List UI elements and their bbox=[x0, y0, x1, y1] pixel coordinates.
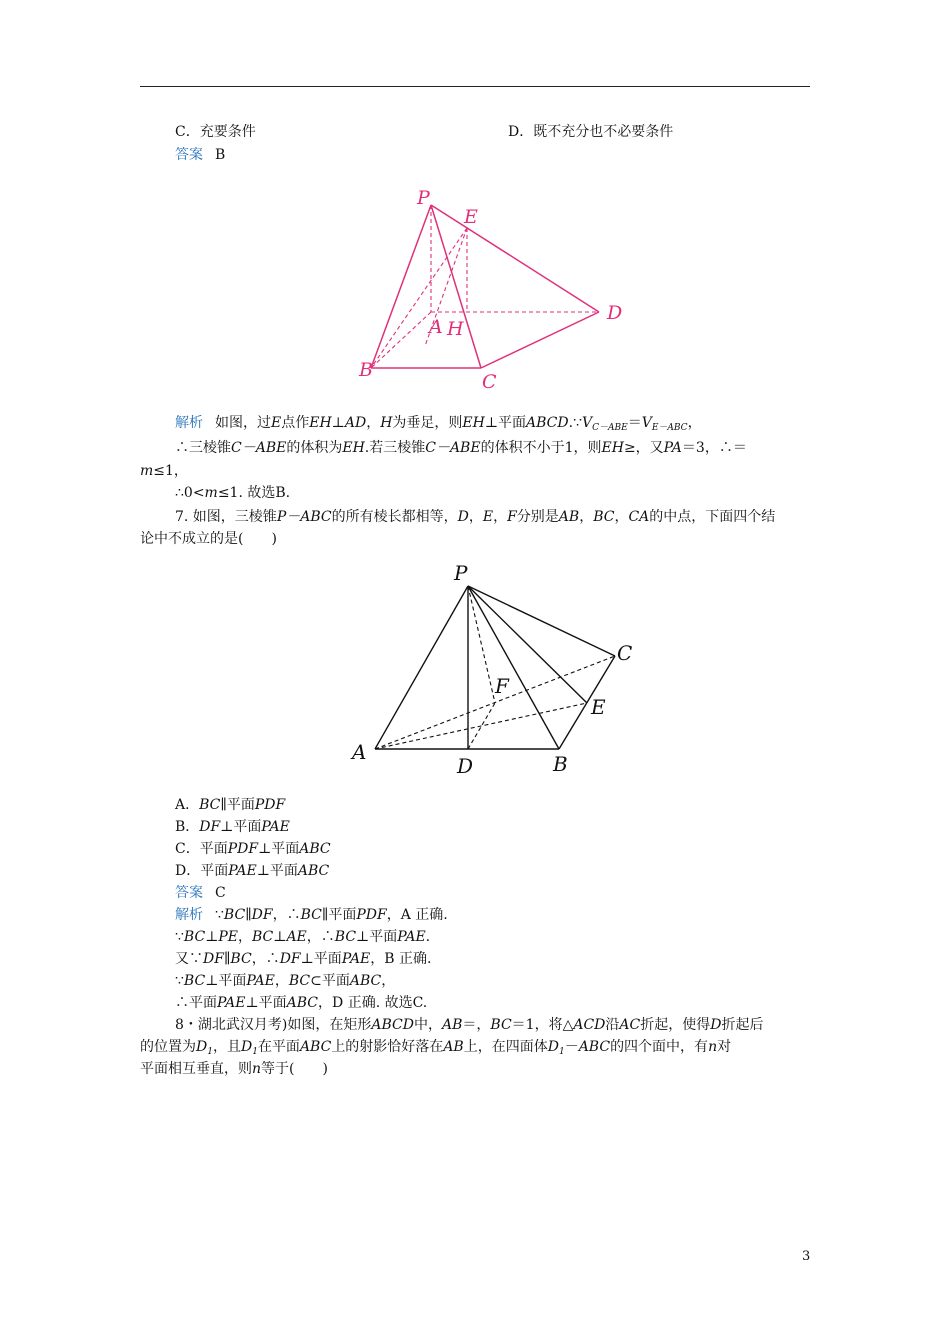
solution-label: 解析 bbox=[175, 907, 203, 923]
q6-solution-line-3 bbox=[140, 461, 188, 481]
text: C．平面 bbox=[175, 841, 228, 857]
q7-option-b bbox=[175, 817, 290, 837]
text: 折起后 bbox=[721, 1017, 764, 1033]
text: ， bbox=[274, 973, 289, 989]
text: BC bbox=[183, 973, 206, 989]
text: E－ABC bbox=[651, 423, 688, 433]
text: AE bbox=[286, 929, 307, 945]
q6-solution-line-2 bbox=[175, 438, 747, 458]
q7-option-c bbox=[175, 839, 331, 859]
text: ABC bbox=[299, 1039, 332, 1055]
text: PAE bbox=[341, 951, 371, 967]
text: ABC bbox=[299, 841, 331, 857]
text: ≤1， bbox=[153, 463, 188, 479]
text: PDF bbox=[254, 797, 286, 813]
answer-label: 答案 bbox=[175, 885, 203, 901]
text: 的四个面中，有 bbox=[610, 1039, 709, 1055]
text: C－ABE bbox=[425, 440, 481, 456]
solution-label: 解析 bbox=[175, 415, 203, 431]
text: PAE bbox=[246, 973, 275, 989]
segment-pf-hidden bbox=[468, 586, 495, 703]
text: ABCD bbox=[526, 415, 569, 431]
text: P－ABC bbox=[276, 509, 332, 525]
label-c: C bbox=[482, 371, 497, 393]
q6-solution-line-1 bbox=[175, 413, 702, 438]
text: DF bbox=[251, 907, 273, 923]
text: E bbox=[482, 509, 494, 525]
text: ∵ bbox=[215, 907, 224, 923]
text: EH bbox=[601, 440, 624, 456]
edge-pb bbox=[468, 586, 559, 749]
text: ， bbox=[579, 509, 594, 525]
q6-solution-line-4 bbox=[175, 483, 290, 503]
header-rule bbox=[140, 86, 810, 87]
text: D bbox=[710, 1017, 722, 1033]
segment-pe bbox=[468, 586, 587, 703]
text: BC bbox=[288, 973, 311, 989]
text: ⊥平面 bbox=[245, 995, 287, 1011]
text: BC bbox=[199, 797, 221, 813]
text: BC bbox=[230, 951, 252, 967]
edge-ab-hidden bbox=[371, 312, 431, 368]
text: BC bbox=[252, 929, 274, 945]
text: ⊥平面 bbox=[256, 863, 298, 879]
text: ≤1. 故选B. bbox=[217, 485, 291, 501]
edge-pd bbox=[431, 205, 599, 312]
text: BC bbox=[183, 929, 206, 945]
label-d: D bbox=[607, 302, 623, 324]
text: PAE bbox=[228, 863, 257, 879]
text: AB bbox=[558, 509, 580, 525]
text: 折起，使得 bbox=[640, 1017, 711, 1033]
text: BC bbox=[334, 929, 357, 945]
text: ， bbox=[381, 973, 396, 989]
text: ＝， bbox=[462, 1017, 491, 1033]
q7-stem-line-1 bbox=[175, 507, 775, 527]
text: PDF bbox=[356, 907, 387, 923]
text: ⊥平面 bbox=[205, 973, 247, 989]
text: ，∴ bbox=[306, 929, 335, 945]
text: ≥，又 bbox=[623, 440, 664, 456]
text: ABC bbox=[349, 973, 382, 989]
text: m bbox=[204, 485, 218, 501]
text: DF bbox=[279, 951, 301, 967]
edge-cd bbox=[481, 312, 599, 368]
answer-value: C bbox=[215, 885, 226, 901]
figure-tetrahedron-pabc bbox=[338, 552, 650, 792]
option-c: C．充要条件 bbox=[175, 124, 256, 140]
text: ⊥ bbox=[331, 415, 345, 431]
text: ⊥平面 bbox=[258, 841, 300, 857]
q7-solution-line-2 bbox=[175, 927, 430, 947]
q8-stem-line-2: 的位置为$D_1$，且$D_1$在平面ABC上的射影恰好落在AB上，在四面体$D_1-ABC$的四个面中，有n对 bbox=[140, 1039, 732, 1057]
text: ∴平面 bbox=[175, 995, 217, 1011]
text: ＝1，将△ bbox=[511, 1017, 574, 1033]
text: 的所有棱长都相等， bbox=[331, 509, 458, 525]
text: PAE. bbox=[397, 929, 431, 945]
text: PE bbox=[218, 929, 238, 945]
text: D．平面 bbox=[175, 863, 229, 879]
text: ，D 正确. 故选C. bbox=[318, 995, 428, 1011]
text: PA bbox=[663, 440, 682, 456]
text: DF bbox=[199, 819, 221, 835]
text: ， bbox=[614, 509, 629, 525]
text: 8・湖北武汉月考)如图，在矩形 bbox=[175, 1017, 372, 1033]
text: 的位置为 bbox=[140, 1039, 196, 1055]
text: EH bbox=[462, 415, 485, 431]
text: ∵ bbox=[175, 973, 184, 989]
text: D bbox=[240, 1039, 253, 1055]
text: AB bbox=[443, 1039, 464, 1055]
text: ABC bbox=[286, 995, 319, 1011]
answer-line bbox=[175, 145, 225, 165]
text: 为垂足，则 bbox=[392, 415, 463, 431]
figure-pyramid-pabcd bbox=[345, 168, 640, 403]
text: ， bbox=[366, 415, 381, 431]
edge-pc bbox=[431, 205, 481, 368]
text: D bbox=[196, 1039, 208, 1055]
text: 对 bbox=[717, 1039, 732, 1055]
text: ACD bbox=[573, 1017, 606, 1033]
text: BC bbox=[300, 907, 322, 923]
label-h: H bbox=[447, 318, 464, 340]
text: n bbox=[252, 1061, 262, 1077]
text: BC bbox=[593, 509, 615, 525]
text: CA bbox=[628, 509, 650, 525]
text: A． bbox=[175, 797, 200, 813]
answer-value: B bbox=[215, 147, 226, 163]
text: ∥平面 bbox=[220, 797, 255, 813]
text: ， bbox=[468, 509, 483, 525]
edge-pa bbox=[375, 586, 468, 749]
text: 的体积为 bbox=[286, 440, 343, 456]
text: BC bbox=[490, 1017, 512, 1033]
q7-stem-line-2: 论中不成立的是( ) bbox=[140, 531, 277, 547]
text: PDF bbox=[227, 841, 259, 857]
text: 分别是 bbox=[516, 509, 559, 525]
answer-label: 答案 bbox=[175, 147, 203, 163]
text: ，B 正确. bbox=[370, 951, 432, 967]
text: ABC bbox=[578, 1039, 611, 1055]
text: 等于( ) bbox=[261, 1061, 328, 1077]
text: ， bbox=[493, 509, 508, 525]
text: ∥平面 bbox=[321, 907, 357, 923]
text: ， bbox=[238, 929, 252, 945]
text: ⊥平面 bbox=[220, 819, 262, 835]
label-p: P bbox=[454, 561, 468, 585]
text: ∥ bbox=[245, 907, 252, 923]
option-d: D．既不充分也不必要条件 bbox=[508, 124, 674, 140]
text: ∥ bbox=[223, 951, 231, 967]
label-a: A bbox=[352, 740, 367, 764]
text: 如图，过 bbox=[215, 415, 271, 431]
text: 的中点，下面四个结 bbox=[649, 509, 776, 525]
text: 7. 如图，三棱锥 bbox=[175, 509, 277, 525]
text: ⊥ bbox=[205, 929, 219, 945]
text: 点作 bbox=[281, 415, 310, 431]
q7-answer-line bbox=[175, 883, 226, 903]
text: .∵ bbox=[568, 415, 582, 431]
text: 上的射影恰好落在 bbox=[331, 1039, 444, 1055]
text: ，∴ bbox=[251, 951, 280, 967]
text: ，且 bbox=[212, 1039, 241, 1055]
text: ⊥平面 bbox=[484, 415, 527, 431]
q7-solution-line-4 bbox=[175, 971, 395, 991]
text: BC bbox=[223, 907, 246, 923]
text: C－ABE bbox=[231, 440, 287, 456]
text: EH bbox=[342, 440, 365, 456]
text: D bbox=[457, 509, 469, 525]
text: ⊥ bbox=[273, 929, 287, 945]
text: 在平面 bbox=[257, 1039, 300, 1055]
text: .若三棱锥 bbox=[364, 440, 426, 456]
text: ， bbox=[687, 415, 702, 431]
text: m bbox=[140, 463, 154, 479]
q7-solution-line-5 bbox=[175, 993, 427, 1013]
text: 沿 bbox=[605, 1017, 620, 1033]
segment-eb bbox=[371, 228, 467, 368]
text: ⊂平面 bbox=[310, 973, 350, 989]
q7-option-d bbox=[175, 861, 329, 881]
q7-option-a bbox=[175, 795, 285, 815]
text: C－ABE bbox=[592, 423, 628, 433]
edge-pc bbox=[468, 586, 615, 656]
text: ABCD bbox=[371, 1017, 414, 1033]
page-number: 3 bbox=[802, 1249, 811, 1264]
label-a: A bbox=[429, 316, 443, 338]
text: 的体积不小于1，则 bbox=[480, 440, 602, 456]
text: H bbox=[380, 415, 393, 431]
text: ∴0< bbox=[175, 485, 205, 501]
text: － bbox=[564, 1039, 579, 1055]
text: 中， bbox=[413, 1017, 442, 1033]
text: E bbox=[271, 415, 282, 431]
text: ，∴ bbox=[272, 907, 301, 923]
text: V bbox=[641, 415, 652, 431]
text: ∵ bbox=[175, 929, 184, 945]
label-b: B bbox=[359, 359, 373, 381]
label-f: F bbox=[495, 674, 509, 698]
text: F bbox=[507, 509, 517, 525]
text: AB bbox=[441, 1017, 463, 1033]
text: ⊥平面 bbox=[356, 929, 398, 945]
label-e: E bbox=[591, 695, 606, 719]
q7-solution-line-1 bbox=[175, 905, 448, 925]
text: ，A 正确. bbox=[386, 907, 448, 923]
text: PAE bbox=[261, 819, 290, 835]
label-d: D bbox=[457, 754, 474, 778]
label-b: B bbox=[553, 752, 568, 776]
text: D bbox=[547, 1039, 559, 1055]
text: B． bbox=[175, 819, 200, 835]
text: ＝ bbox=[627, 415, 642, 431]
text: PAE bbox=[217, 995, 246, 1011]
text: AD bbox=[344, 415, 367, 431]
text: DF bbox=[203, 951, 224, 967]
text: EH bbox=[309, 415, 332, 431]
edge-pb bbox=[371, 205, 431, 368]
text: ABC bbox=[297, 863, 330, 879]
label-e: E bbox=[464, 206, 478, 228]
text: 又∵ bbox=[175, 951, 203, 967]
text: 上，在四面体 bbox=[463, 1039, 548, 1055]
text: ∴三棱锥 bbox=[175, 440, 231, 456]
text: ⊥平面 bbox=[300, 951, 342, 967]
text: V bbox=[581, 415, 593, 431]
text: 平面相互垂直，则 bbox=[140, 1061, 252, 1077]
text: n bbox=[708, 1039, 718, 1055]
q7-solution-line-3 bbox=[175, 949, 431, 969]
q8-stem-line-1 bbox=[175, 1015, 763, 1035]
text: AC bbox=[619, 1017, 641, 1033]
q8-stem-line-3 bbox=[140, 1059, 328, 1079]
label-p: P bbox=[417, 187, 430, 209]
text: ＝3，∴＝ bbox=[681, 440, 747, 456]
label-c: C bbox=[617, 641, 633, 665]
